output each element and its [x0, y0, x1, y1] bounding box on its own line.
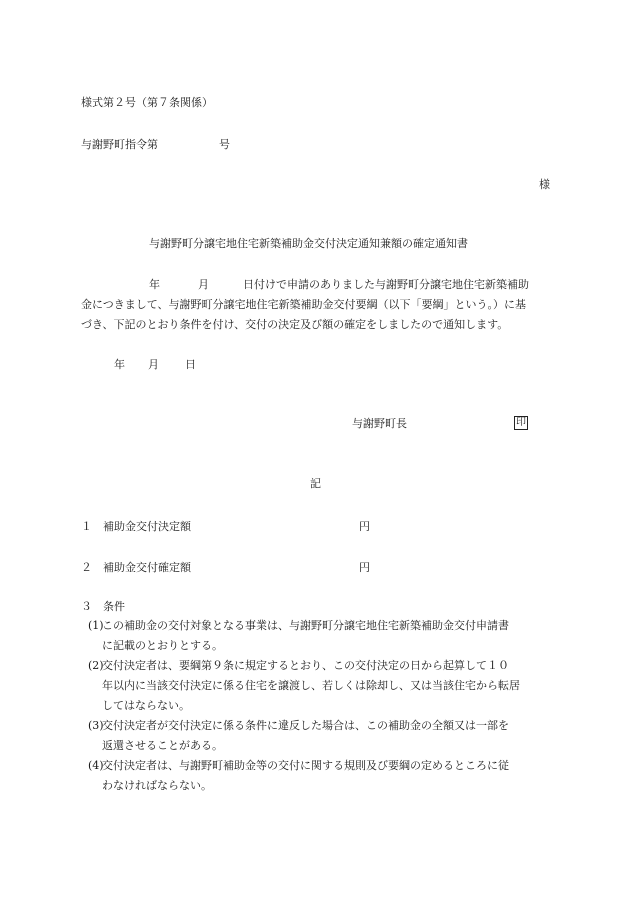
condition-line: わなければならない。: [102, 779, 212, 792]
item-1-unit: 円: [359, 520, 370, 533]
body-year: 年: [149, 278, 160, 291]
condition-line: してはならない。: [102, 699, 190, 712]
condition-number: (2): [88, 659, 104, 672]
date-year: 年: [114, 358, 125, 371]
mayor-title: 与謝野町長: [352, 417, 407, 430]
item-1-label: 補助金交付決定額: [103, 520, 191, 533]
condition-line: 交付決定者は、与謝野町補助金等の交付に関する規則及び要綱の定めるところに従: [102, 759, 509, 772]
designation-prefix: 与謝野町指令第: [81, 138, 158, 151]
body-line2: 金につきまして、与謝野町分譲宅地住宅新築補助金交付要綱（以下「要綱」という。）に基: [81, 298, 527, 311]
ki-heading: 記: [310, 477, 321, 490]
seal-mark: 印: [516, 417, 526, 428]
condition-item: [80, 616, 560, 656]
condition-number: (3): [88, 719, 104, 732]
condition-line: 返還させることがある。: [102, 739, 223, 752]
date-day: 日: [185, 358, 196, 371]
form-number: 様式第２号（第７条関係）: [81, 96, 213, 109]
condition-item: [80, 756, 560, 796]
item-2-number: ２: [81, 561, 92, 574]
conditions-list: [80, 616, 560, 796]
addressee-suffix: 様: [539, 178, 550, 191]
date-month: 月: [148, 358, 159, 371]
body-line1: 日付けで申請のありました与謝野町分譲宅地住宅新築補助: [243, 278, 529, 291]
condition-item: [80, 716, 560, 756]
designation-suffix: 号: [219, 138, 230, 151]
condition-number: (4): [88, 759, 104, 772]
body-month: 月: [198, 278, 209, 291]
conditions-heading: 条件: [103, 600, 125, 613]
document-title: 与謝野町分譲宅地住宅新築補助金交付決定通知兼額の確定通知書: [149, 237, 468, 250]
condition-line: 交付決定者は、要綱第９条に規定するとおり、この交付決定の日から起算して１０: [102, 659, 509, 672]
item-2-label: 補助金交付確定額: [103, 561, 191, 574]
body-line3: づき、下記のとおり条件を付け、交付の決定及び額の確定をしましたので通知します。: [81, 318, 509, 331]
condition-line: に記載のとおりとする。: [102, 639, 223, 652]
condition-number: (1): [88, 619, 104, 632]
item-1-number: １: [81, 520, 92, 533]
condition-item: [80, 656, 560, 716]
condition-line: 年以内に当該交付決定に係る住宅を譲渡し、若しくは除却し、又は当該住宅から転居: [102, 679, 520, 692]
conditions-number: ３: [81, 600, 92, 613]
condition-line: この補助金の交付対象となる事業は、与謝野町分譲宅地住宅新築補助金交付申請書: [102, 619, 509, 632]
condition-line: 交付決定者が交付決定に係る条件に違反した場合は、この補助金の全額又は一部を: [102, 719, 509, 732]
item-2-unit: 円: [359, 561, 370, 574]
